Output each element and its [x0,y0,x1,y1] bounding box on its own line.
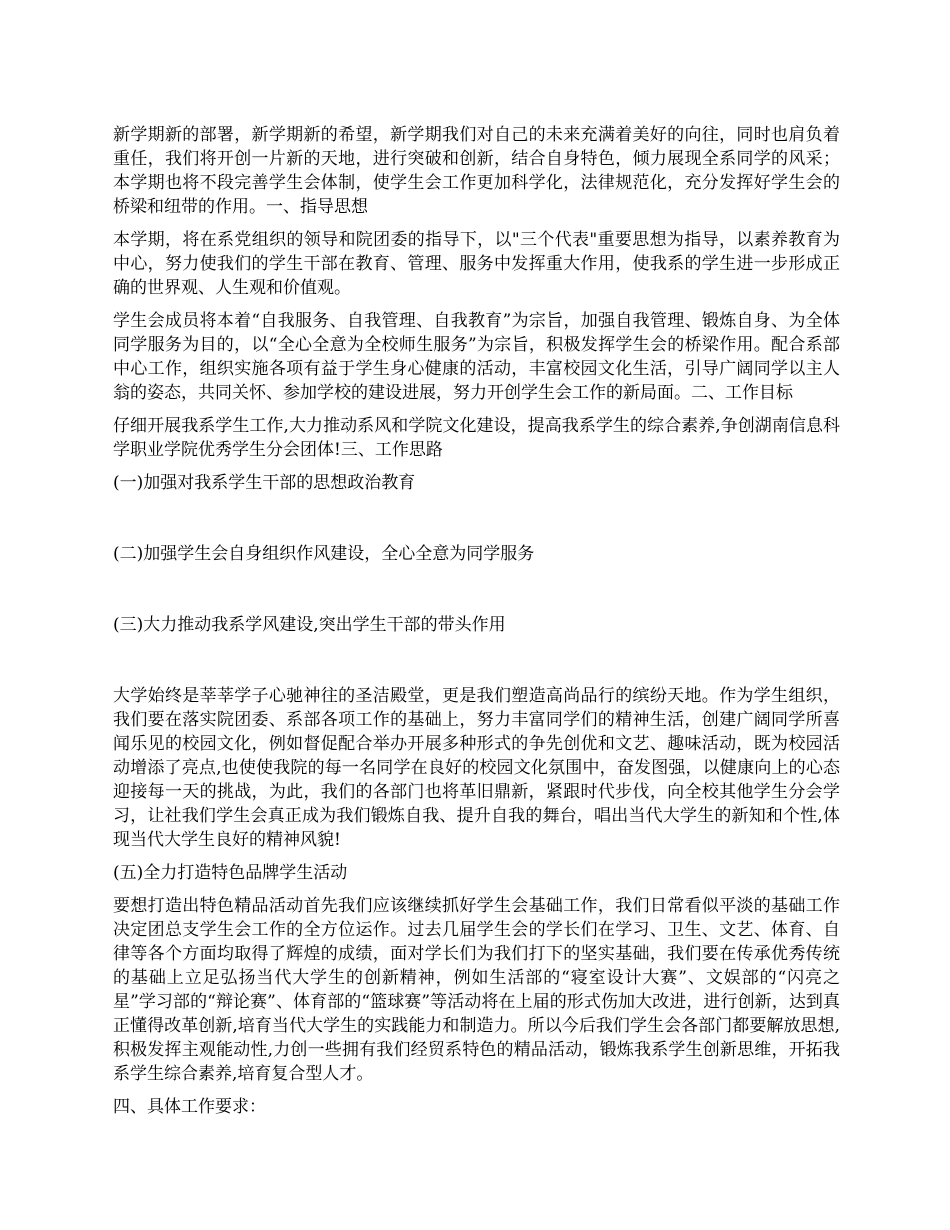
heading-section-5: (五)全力打造特色品牌学生活动 [113,863,348,883]
heading-section-2: (二)加强学生会自身组织作风建设，全心全意为同学服务 [113,544,535,564]
document-body [113,123,840,1119]
heading-section-3: (三)大力推动我系学风建设,突出学生干部的带头作用 [113,615,506,635]
paragraph-guiding-intro: 新学期新的部署，新学期新的希望，新学期我们对自己的未来充满着美好的向往，同时也肩负着重任，我们将开创一片新的天地，进行突破和创新，结合自身特色，倾力展现全系同学的风采；本学期也将不段完善学生会体制，使学生会工作更加科学化，法律规范化，充分发挥好学生会的桥梁和纽带的作用。一、指导思想 [113,125,840,217]
paragraph-work-goal: 仔细开展我系学生工作,大力推动系风和学院文化建设，提高我系学生的综合素养,争创湖南信息科学职业学院优秀学生分会团体!三、工作思路 [113,416,840,460]
paragraph-campus-culture: 大学始终是莘莘学子心驰神往的圣洁殿堂，更是我们塑造高尚品行的缤纷天地。作为学生组织，我们要在落实院团委、系部各项工作的基础上，努力丰富同学们的精神生活，创建广阔同学所喜闻乐见的校园文化，例如督促配合举办开展多种形式的争先创优和文艺、趣味活动，既为校园活动增添了亮点,也使使我院的每一名同学在良好的校园文化氛围中，奋发图强，以健康向上的心态迎接每一天的挑战，为此，我们的各部门也将革旧鼎新，紧跟时代步伐，向全校其他学生分会学习，让社我们学生会真正成为我们锻炼自我、提升自我的舞台，唱出当代大学生的新知和个性,体现当代大学生良好的精神风貌! [113,686,840,850]
paragraph-brand-activities: 要想打造出特色精品活动首先我们应该继续抓好学生会基础工作，我们日常看似平淡的基础工作决定团总支学生会工作的全方位运作。过去几届学生会的学长们在学习、卫生、文艺、体育、自律等各个方面均取得了辉煌的成绩，面对学长们为我们打下的坚实基础，我们要在传承优秀传统的基础上立足弘扬当代大学生的创新精神，例如生活部的“寝室设计大赛”、文娱部的“闪亮之星”学习部的“辩论赛”、体育部的“篮球赛”等活动将在上届的形式伤加大改进，进行创新，达到真正懂得改革创新,培育当代大学生的实践能力和制造力。所以今后我们学生会各部门都要解放思想,积极发挥主观能动性,力创一些拥有我们经贸系特色的精品活动，锻炼我系学生创新思维，开拓我系学生综合素养,培育复合型人才。 [113,896,840,1084]
paragraph-guiding-thought: 本学期，将在系党组织的领导和院团委的指导下，以"三个代表"重要思想为指导，以素养教育为中心，努力使我们的学生干部在教育、管理、服务中发挥重大作用，使我系的学生进一步形成正确的世界观、人生观和价值观。 [113,230,840,298]
paragraph-members-principle: 学生会成员将本着“自我服务、自我管理、自我教育”为宗旨，加强自我管理、锻炼自身、为全体同学服务为目的，以“全心全意为全校师生服务”为宗旨，积极发挥学生会的桥梁作用。配合系部中心工作，组织实施各项有益于学生身心健康的活动，丰富校园文化生活，引导广阔同学以主人翁的姿态，共同关怀、参加学校的建设进展，努力开创学生会工作的新局面。二、工作目标 [113,311,840,403]
heading-section-1: (一)加强对我系学生干部的思想政治教育 [113,473,416,493]
heading-work-requirements: 四、具体工作要求： [113,1097,266,1117]
